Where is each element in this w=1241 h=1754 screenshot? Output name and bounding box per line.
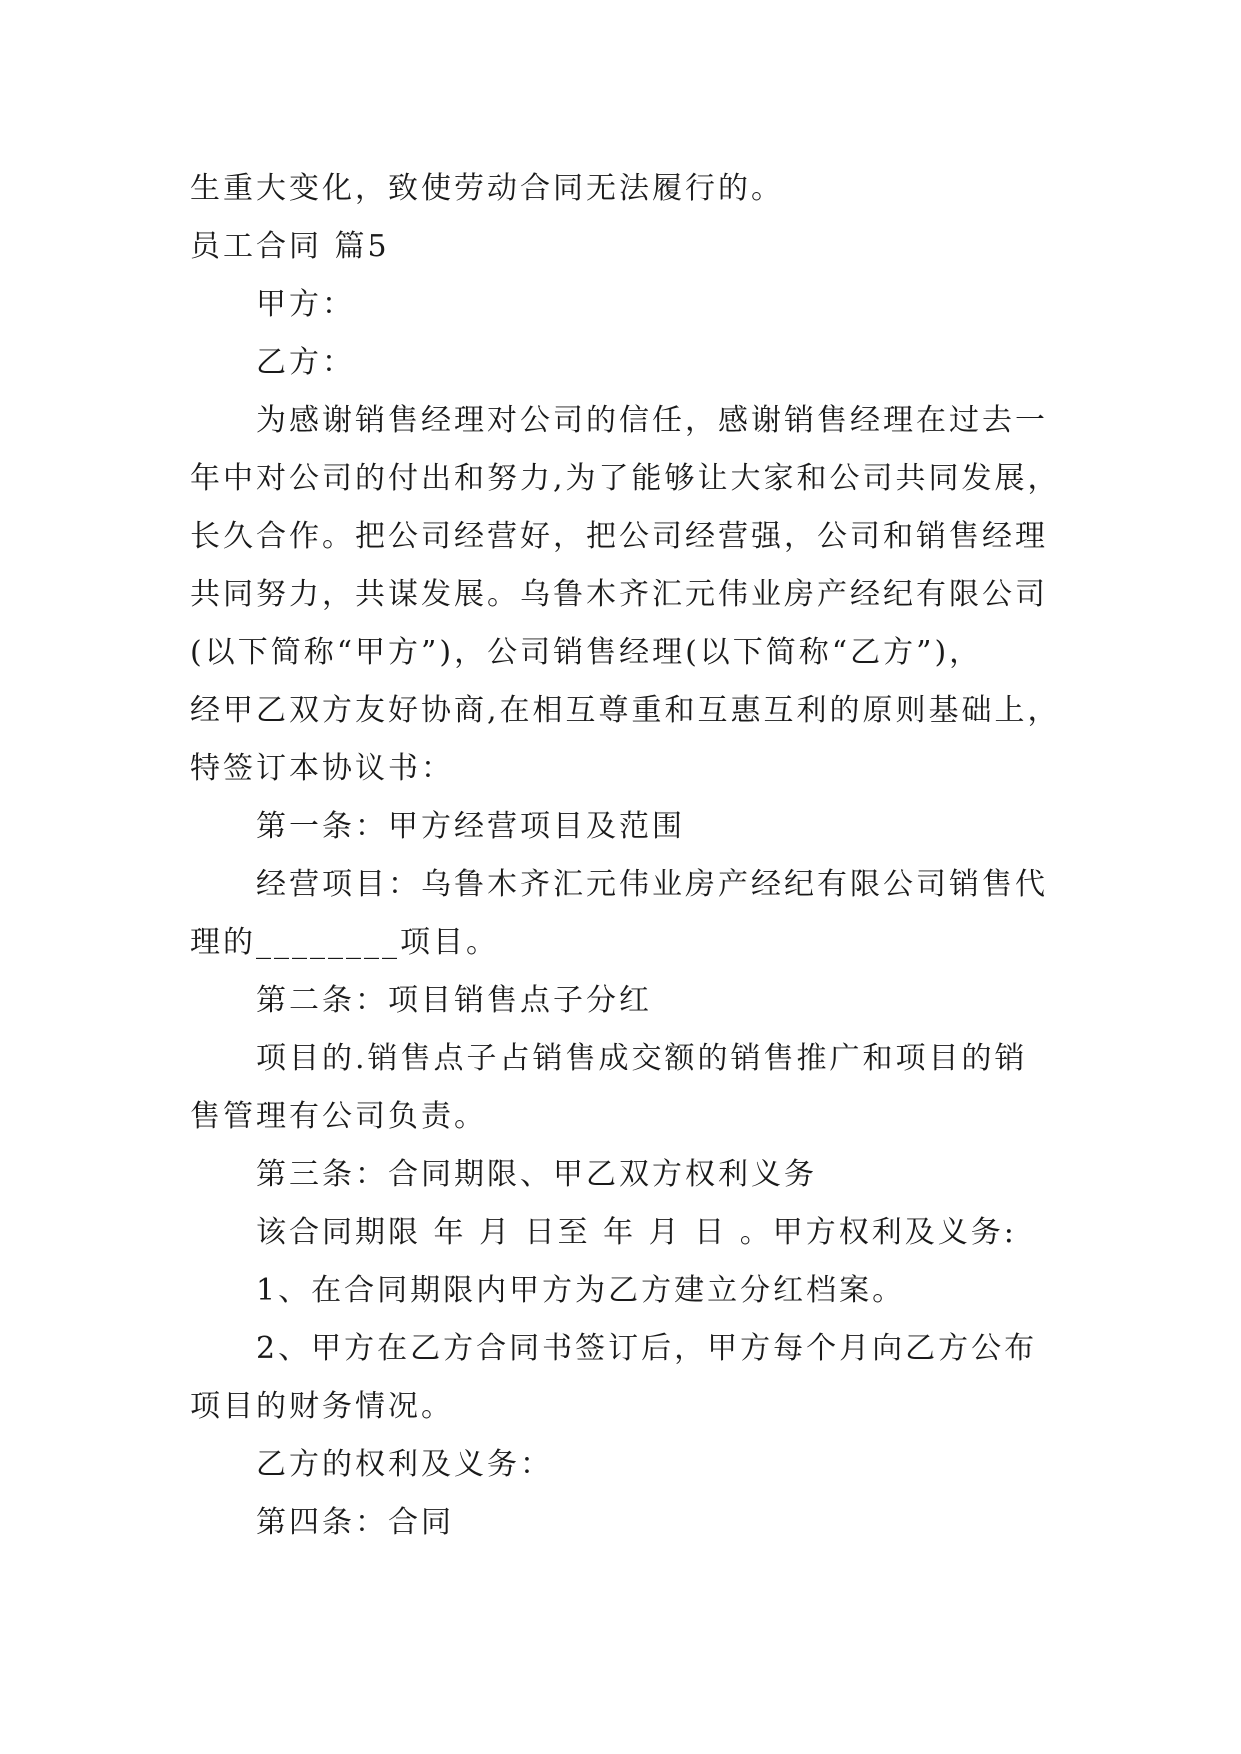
list-item: 2、甲方在乙方合同书签订后，甲方每个月向乙方公布: [256, 1331, 1038, 1366]
paragraph-line: 经营项目：乌鲁木齐汇元伟业房产经纪有限公司销售代: [256, 867, 1048, 902]
section-heading: 员工合同 篇5: [190, 229, 390, 264]
paragraph-line: 经甲乙双方友好协商,在相互尊重和互惠互利的原则基础上，: [190, 693, 1061, 728]
article-heading: 第三条：合同期限、甲乙双方权利义务: [256, 1157, 817, 1192]
paragraph-line: 售管理有公司负责。: [190, 1099, 487, 1134]
paragraph-line: 该合同期限 年 月 日至 年 月 日 。甲方权利及义务:: [256, 1215, 1017, 1250]
paragraph-line: 特签订本协议书：: [190, 751, 454, 786]
paragraph-line: (以下简称“甲方”)，公司销售经理(以下简称“乙方”)，: [190, 635, 983, 670]
document-body: [190, 160, 1060, 1552]
party-b-label: 乙方：: [256, 345, 355, 380]
paragraph-line: 年中对公司的付出和努力,为了能够让大家和公司共同发展，: [190, 461, 1061, 496]
paragraph-line: 理的________项目。: [190, 925, 499, 960]
article-heading: 第四条：合同: [256, 1505, 454, 1540]
paragraph-line: 乙方的权利及义务：: [256, 1447, 553, 1482]
paragraph-line: 共同努力，共谋发展。乌鲁木齐汇元伟业房产经纪有限公司: [190, 577, 1048, 612]
paragraph-line: 项目的.销售点子占销售成交额的销售推广和项目的销: [256, 1041, 1028, 1076]
article-heading: 第一条：甲方经营项目及范围: [256, 809, 685, 844]
paragraph-line: 为感谢销售经理对公司的信任，感谢销售经理在过去一: [256, 403, 1048, 438]
list-item: 1、在合同期限内甲方为乙方建立分红档案。: [256, 1273, 906, 1308]
paragraph-line: 生重大变化，致使劳动合同无法履行的。: [190, 171, 784, 206]
party-a-label: 甲方：: [256, 287, 355, 322]
article-heading: 第二条：项目销售点子分红: [256, 983, 652, 1018]
paragraph-line: 长久合作。把公司经营好，把公司经营强，公司和销售经理: [190, 519, 1048, 554]
paragraph-line: 项目的财务情况。: [190, 1389, 454, 1424]
